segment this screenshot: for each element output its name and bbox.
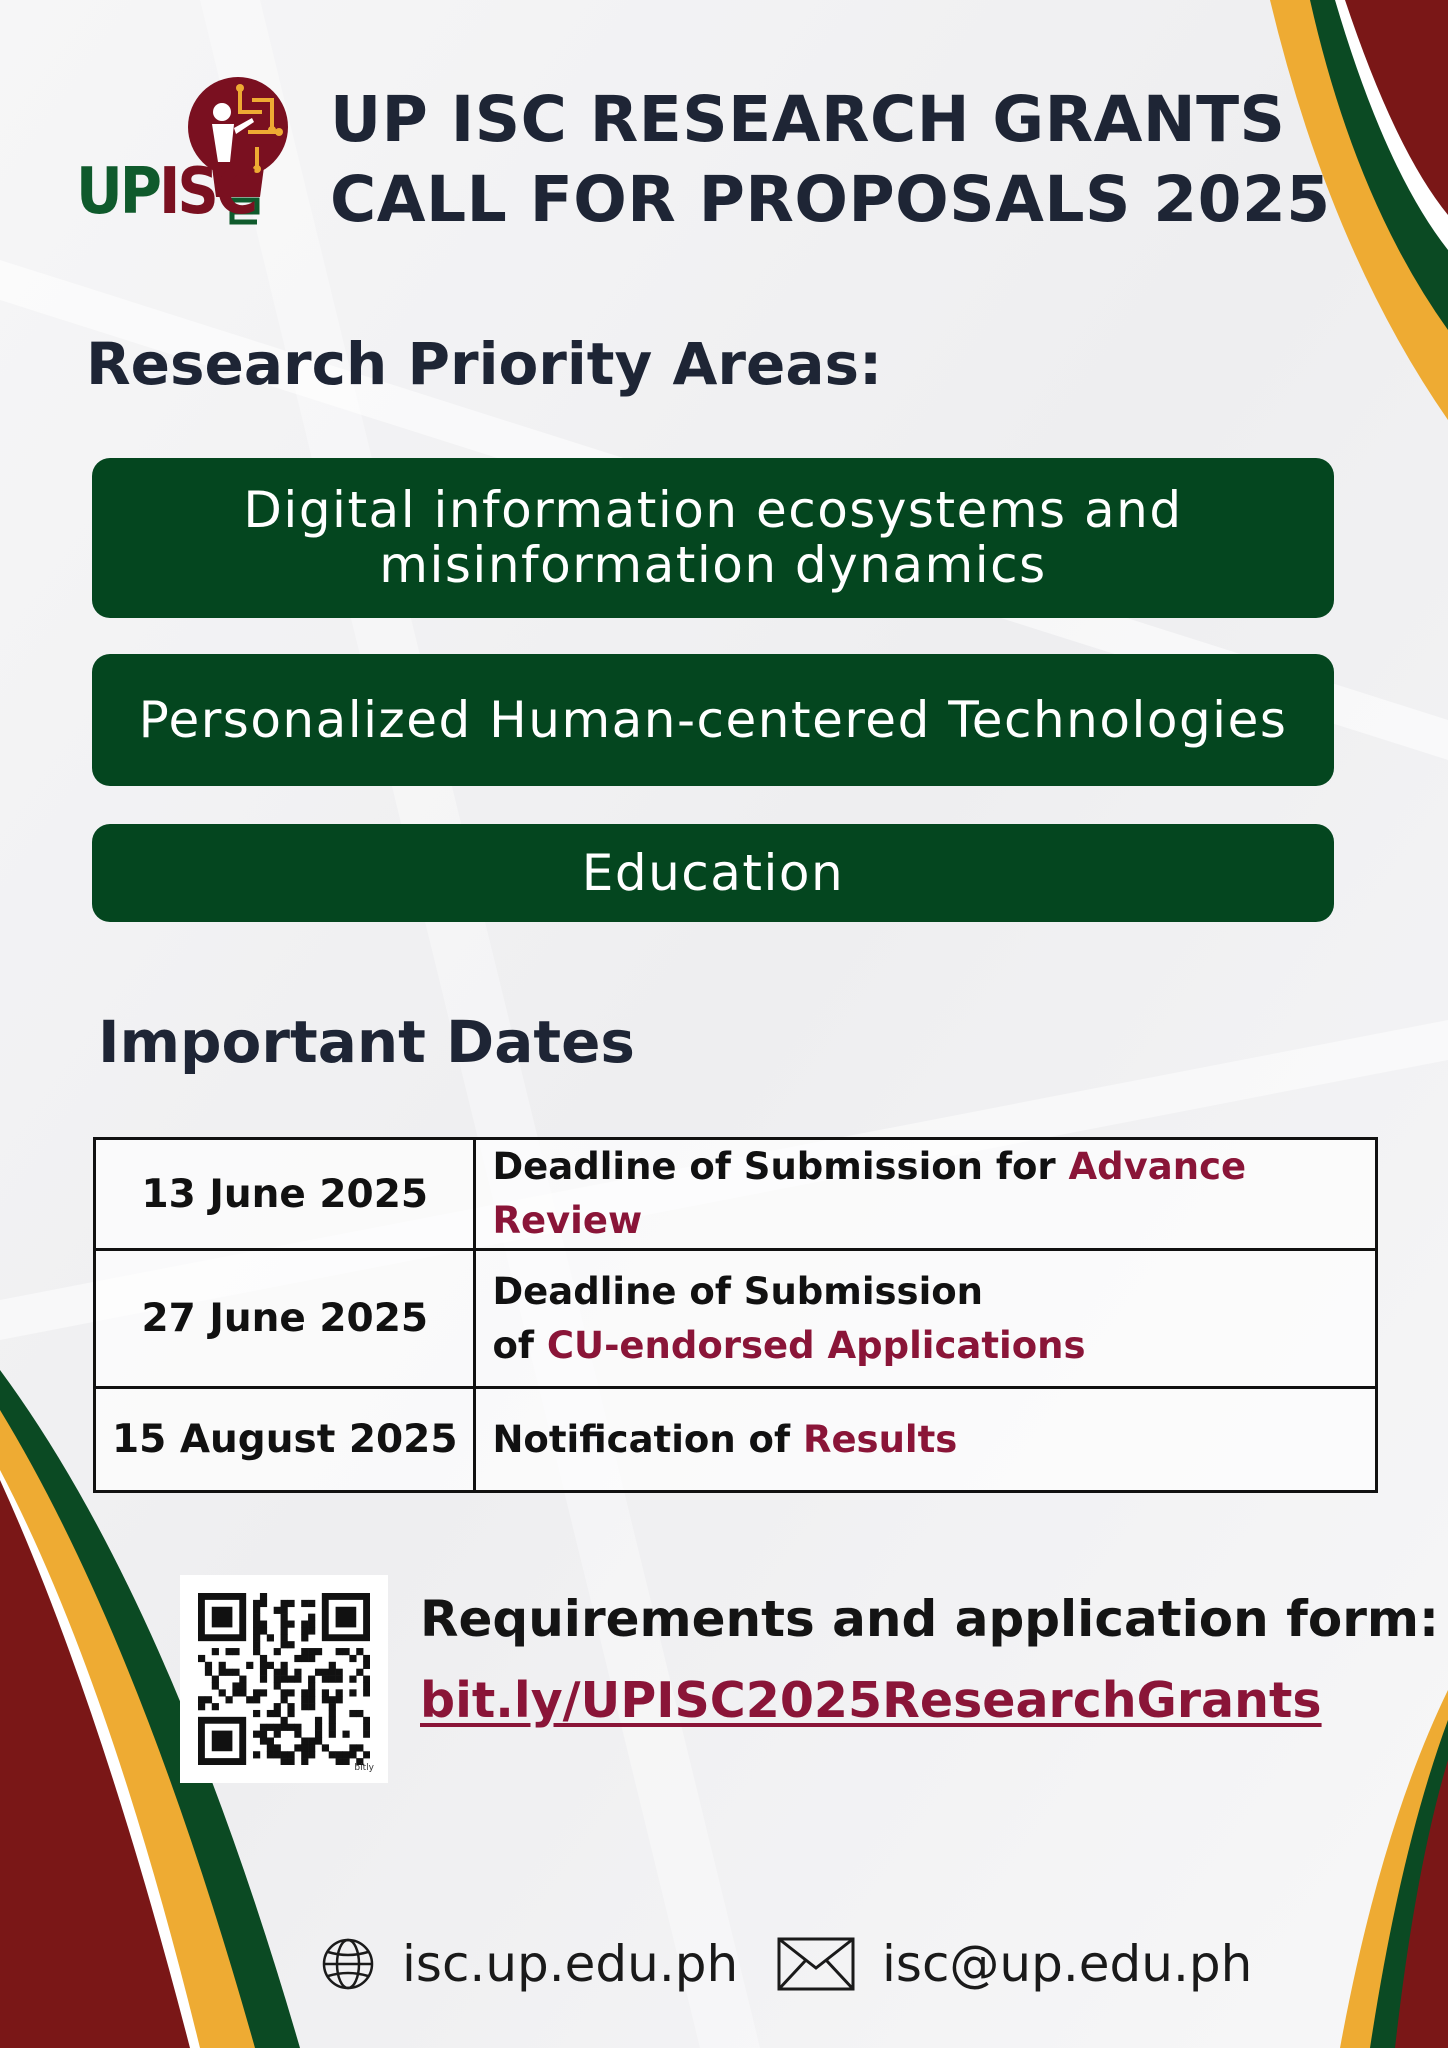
date-cell: 27 June 2025 [95, 1250, 475, 1388]
description-highlight: CU-endorsed Applications [546, 1323, 1086, 1367]
logo-wordmark: UPISC [76, 155, 256, 229]
description-text: Deadline of Submission [492, 1269, 984, 1313]
table-row [95, 1388, 1377, 1492]
priority-item-line: Digital information ecosystems and [243, 481, 1183, 539]
description-highlight: Results [802, 1417, 958, 1461]
priority-item-label: Personalized Human-centered Technologies [138, 690, 1288, 749]
qr-code-icon [198, 1593, 370, 1765]
title-line-2: CALL FOR PROPOSALS 2025 [330, 163, 1331, 236]
priority-item-label: Education [581, 843, 845, 902]
table-row [95, 1139, 1377, 1250]
date-cell: 15 August 2025 [95, 1388, 475, 1492]
page-title [330, 80, 1340, 240]
date-cell: 13 June 2025 [95, 1139, 475, 1250]
dates-table [93, 1137, 1378, 1493]
requirements-label: Requirements and application form: [420, 1590, 1439, 1648]
priority-item-digital-ecosystems [92, 458, 1334, 618]
application-link[interactable]: bit.ly/UPISC2025ResearchGrants [420, 1672, 1322, 1729]
priority-item-human-centered-tech [92, 654, 1334, 786]
priority-item-line: misinformation dynamics [379, 536, 1047, 594]
priorities-heading: Research Priority Areas: [86, 330, 883, 398]
description-cell [475, 1388, 1377, 1492]
table-row [95, 1250, 1377, 1388]
dates-heading: Important Dates [98, 1008, 635, 1076]
description-text: of [492, 1323, 547, 1367]
description-highlight: Advance Review [492, 1145, 1247, 1242]
email-contact[interactable] [776, 1935, 1252, 1993]
description-text: Notification of [492, 1417, 803, 1461]
globe-icon [320, 1936, 376, 1992]
qr-code[interactable] [180, 1575, 388, 1783]
website-contact[interactable] [320, 1935, 738, 1993]
envelope-icon [776, 1936, 856, 1992]
qr-caption: bitly [354, 1763, 374, 1773]
title-line-1: UP ISC RESEARCH GRANTS [330, 83, 1286, 156]
description-cell [475, 1139, 1377, 1250]
priority-item-education [92, 824, 1334, 922]
description-cell [475, 1250, 1377, 1388]
description-text: Deadline of Submission for [492, 1145, 1069, 1188]
upisc-logo [72, 72, 292, 242]
email-text: isc@up.edu.ph [882, 1935, 1253, 1993]
website-text: isc.up.edu.ph [402, 1935, 739, 1993]
